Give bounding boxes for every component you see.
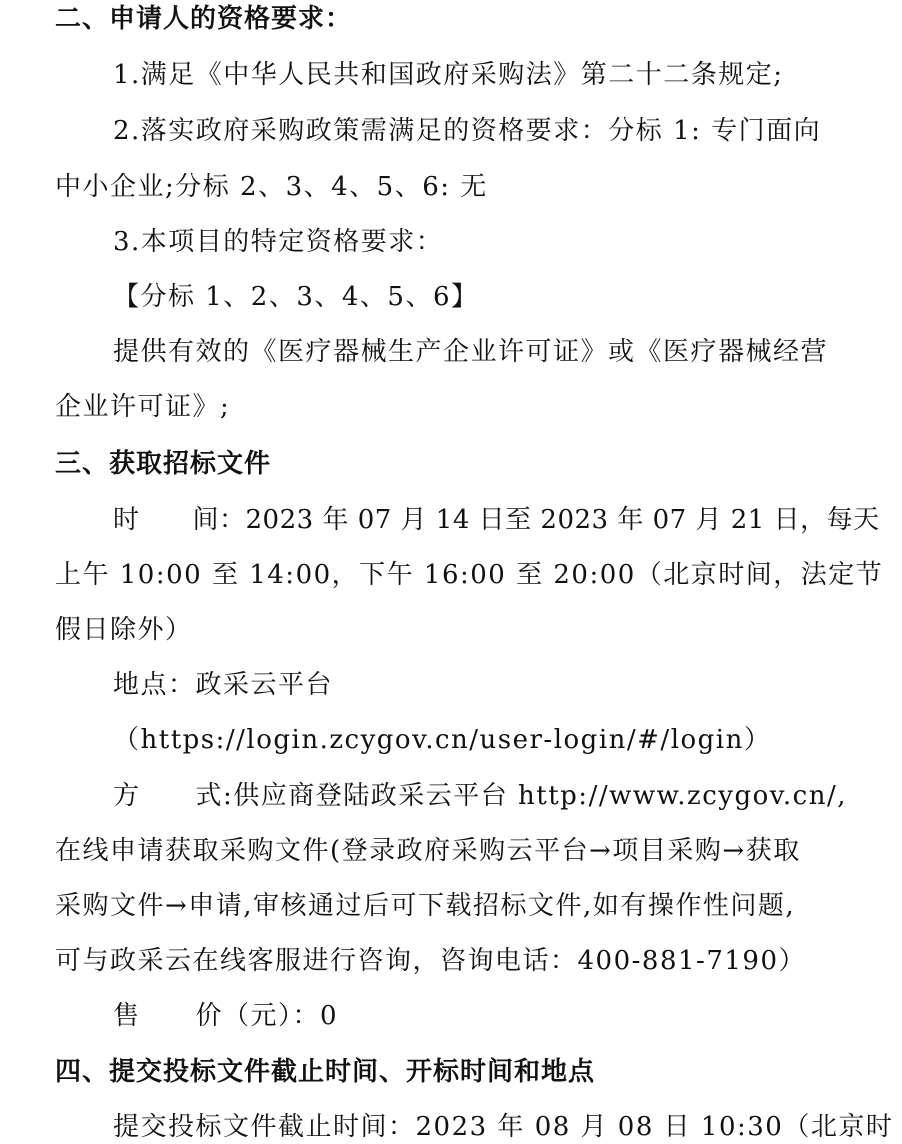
section-heading-deadline-opening: 四、提交投标文件截止时间、开标时间和地点 [55,1057,596,1087]
obtain-place-url: （https://login.zcygov.cn/user-login/#/login） [113,725,772,755]
submission-deadline-line-1: 提交投标文件截止时间：2023 年 08 月 08 日 10:30（北京时 [113,1112,894,1142]
section-heading-qualifications: 二、申请人的资格要求： [55,4,353,34]
qualification-item-1: 1.满足《中华人民共和国政府采购法》第二十二条规定; [113,60,784,90]
obtain-place: 地点：政采云平台 [113,670,334,700]
obtain-time-line-3: 假日除外） [55,615,193,645]
obtain-time-line-1: 时 间：2023 年 07 月 14 日至 2023 年 07 月 21 日，每天 [113,505,880,535]
obtain-time-line-2: 上午 10:00 至 14:00，下午 16:00 至 20:00（北京时间，法定节 [55,560,884,590]
section-heading-obtain-documents: 三、获取招标文件 [55,449,272,479]
document-price: 售 价（元）：0 [113,1001,339,1031]
obtain-method-line-4: 可与政采云在线客服进行咨询，咨询电话：400-881-7190） [55,946,806,976]
qualification-item-3: 3.本项目的特定资格要求： [113,227,444,257]
qualification-item-3-requirement-line-2: 企业许可证》; [55,392,231,422]
qualification-item-2-line-2: 中小企业;分标 2、3、4、5、6: 无 [55,172,488,202]
qualification-item-2-line-1: 2.落实政府采购政策需满足的资格要求：分标 1: 专门面向 [113,116,822,146]
qualification-item-3-lots: 【分标 1、2、3、4、5、6】 [113,282,479,312]
qualification-item-3-requirement-line-1: 提供有效的《医疗器械生产企业许可证》或《医疗器械经营 [113,337,829,367]
obtain-method-line-1: 方 式:供应商登陆政采云平台 http://www.zcygov.cn/, [113,781,847,811]
obtain-method-line-3: 采购文件→申请,审核通过后可下载招标文件,如有操作性问题, [55,891,796,921]
obtain-method-line-2: 在线申请获取采购文件(登录政府采购云平台→项目采购→获取 [55,836,801,866]
